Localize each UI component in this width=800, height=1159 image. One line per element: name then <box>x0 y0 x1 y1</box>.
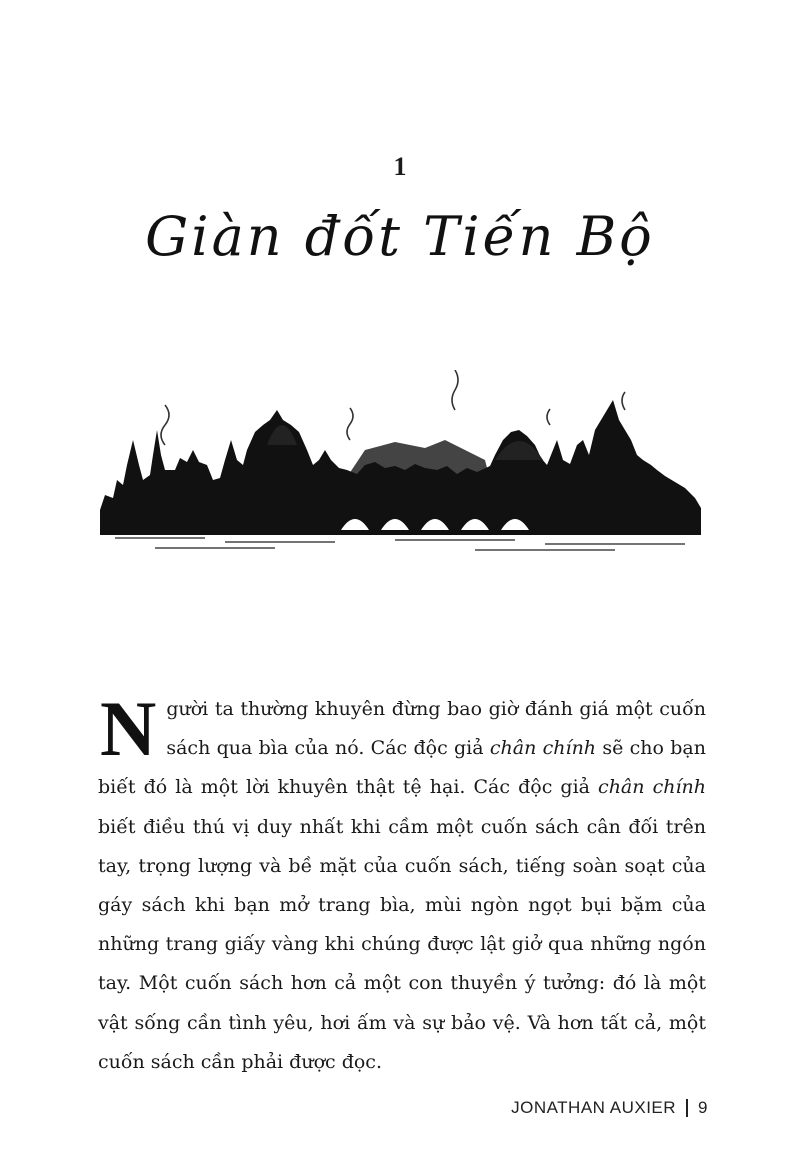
emphasis-text: chân chính <box>598 776 706 799</box>
footer-separator <box>686 1099 688 1117</box>
first-paragraph <box>98 685 706 1082</box>
author-name: JONATHAN AUXIER <box>511 1098 677 1117</box>
emphasis-text: chân chính <box>489 737 597 760</box>
paragraph-text: sẽ cho bạn biết đó là một lời khuyên thật tệ hại. Các độc giả <box>98 737 706 799</box>
city-skyline-illustration <box>95 370 705 560</box>
chapter-title: Giàn đốt Tiến Bộ <box>145 205 655 268</box>
running-footer <box>511 1098 708 1118</box>
paragraph-text: gười ta thường khuyên đừng bao giờ đánh giá một cuốn sách qua bìa của nó. Các độc giả <box>166 698 706 760</box>
chapter-body <box>98 685 706 1082</box>
drop-cap: N <box>100 685 157 772</box>
paragraph-text: biết điều thú vị duy nhất khi cầm một cuốn sách cân đối trên tay, trọng lượng và bề mặt của cuốn sách, tiếng soàn soạt của gáy sách khi bạn mở trang bìa, mùi ngòn ngọt bụi bặm của những trang giấy vàng khi chúng được lật giở qua những ngón tay. Một cuốn sách hơn cả một con thuyền ý tưởng: đó là một vật sống cần tình yêu, hơi ấm và sự bảo vệ. Và hơn tất cả, một cuốn sách cần phải được đọc. <box>98 815 706 1073</box>
chapter-number: 1 <box>393 152 407 181</box>
page-number: 9 <box>698 1098 708 1117</box>
